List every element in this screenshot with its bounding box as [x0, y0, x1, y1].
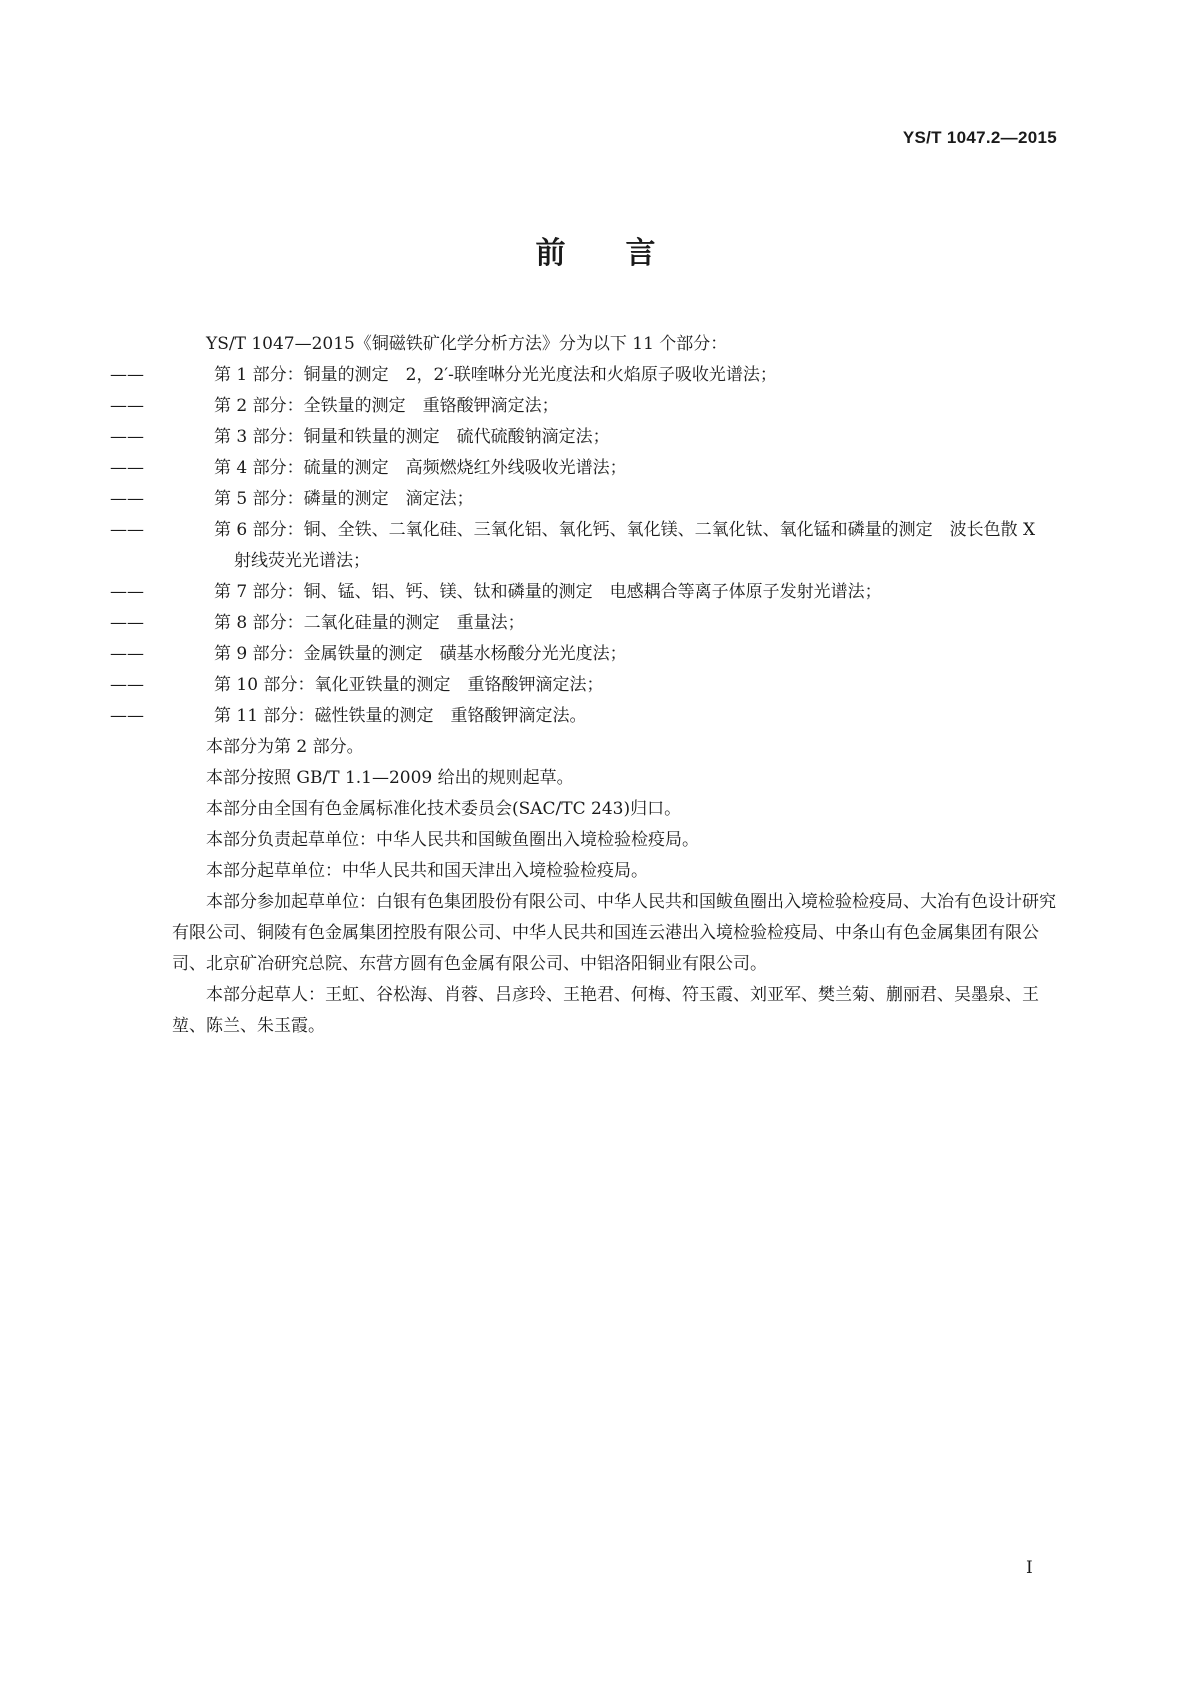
list-dash: ——: [110, 396, 144, 416]
list-dash: ——: [110, 582, 144, 602]
statement-drafting-rules: 本部分按照 GB/T 1.1—2009 给出的规则起草。: [206, 768, 574, 788]
list-item: [110, 670, 1057, 701]
title-char-2: 言: [625, 236, 656, 271]
standard-number: YS/T 1047.2—2015: [902, 128, 1057, 147]
list-item-text: 第 5 部分：磷量的测定 滴定法；: [214, 489, 474, 509]
statement-drafters: 本部分起草人：王虹、谷松海、肖蓉、吕彦玲、王艳君、何梅、符玉霞、刘亚军、樊兰菊、蒯丽君、吴墨泉、王堃、陈兰、朱玉霞。: [172, 985, 1039, 1036]
list-item: [110, 484, 1057, 515]
intro-paragraph: YS/T 1047—2015《铜磁铁矿化学分析方法》分为以下 11 个部分：: [206, 334, 728, 354]
list-dash: ——: [110, 489, 144, 509]
list-dash: ——: [110, 706, 144, 726]
list-item-text: 第 9 部分：金属铁量的测定 磺基水杨酸分光光度法；: [214, 644, 627, 664]
parts-list: [110, 360, 1057, 732]
list-item-text: 第 1 部分：铜量的测定 2，2′-联喹啉分光光度法和火焰原子吸收光谱法；: [214, 365, 777, 385]
page-number: I: [1026, 1558, 1033, 1578]
list-item: [110, 701, 1057, 732]
list-item-text: 第 4 部分：硫量的测定 高频燃烧红外线吸收光谱法；: [214, 458, 627, 478]
list-dash: ——: [110, 520, 144, 540]
list-item-text: 第 7 部分：铜、锰、铝、钙、镁、钛和磷量的测定 电感耦合等离子体原子发射光谱法；: [214, 582, 882, 602]
list-item: [110, 515, 1057, 577]
list-item-text: 第 10 部分：氧化亚铁量的测定 重铬酸钾滴定法；: [214, 675, 604, 695]
list-item-text: 第 6 部分：铜、全铁、二氧化硅、三氧化铝、氧化钙、氧化镁、二氧化钛、氧化锰和磷量的测定 波长色散 X 射线荧光光谱法；: [214, 520, 1036, 571]
list-item-text: 第 8 部分：二氧化硅量的测定 重量法；: [214, 613, 525, 633]
list-dash: ——: [110, 427, 144, 447]
list-item: [110, 639, 1057, 670]
title-char-1: 前: [535, 236, 566, 271]
statement-committee: 本部分由全国有色金属标准化技术委员会(SAC/TC 243)归口。: [206, 799, 682, 819]
list-item: [110, 453, 1057, 484]
list-dash: ——: [110, 675, 144, 695]
list-item-text: 第 11 部分：磁性铁量的测定 重铬酸钾滴定法。: [214, 706, 587, 726]
foreword-body: [110, 329, 1057, 1042]
list-item: [110, 360, 1057, 391]
statement-part-number: 本部分为第 2 部分。: [206, 737, 364, 757]
list-item-text: 第 3 部分：铜量和铁量的测定 硫代硫酸钠滴定法；: [214, 427, 610, 447]
list-dash: ——: [110, 613, 144, 633]
list-dash: ——: [110, 365, 144, 385]
list-item-text: 第 2 部分：全铁量的测定 重铬酸钾滴定法；: [214, 396, 559, 416]
list-item: [110, 422, 1057, 453]
list-item: [110, 391, 1057, 422]
statement-responsible-unit: 本部分负责起草单位：中华人民共和国鲅鱼圈出入境检验检疫局。: [206, 830, 699, 850]
list-dash: ——: [110, 458, 144, 478]
page-title: [0, 228, 1191, 272]
list-item: [110, 577, 1057, 608]
list-item: [110, 608, 1057, 639]
statement-participating-units: 本部分参加起草单位：白银有色集团股份有限公司、中华人民共和国鲅鱼圈出入境检验检疫局、大冶有色设计研究有限公司、铜陵有色金属集团控股有限公司、中华人民共和国连云港出入境检验检疫局、中条山有色金属集团有限公司、北京矿冶研究总院、东营方圆有色金属有限公司、中铝洛阳铜业有限公司。: [172, 892, 1056, 974]
list-dash: ——: [110, 644, 144, 664]
statement-drafting-unit: 本部分起草单位：中华人民共和国天津出入境检验检疫局。: [206, 861, 648, 881]
